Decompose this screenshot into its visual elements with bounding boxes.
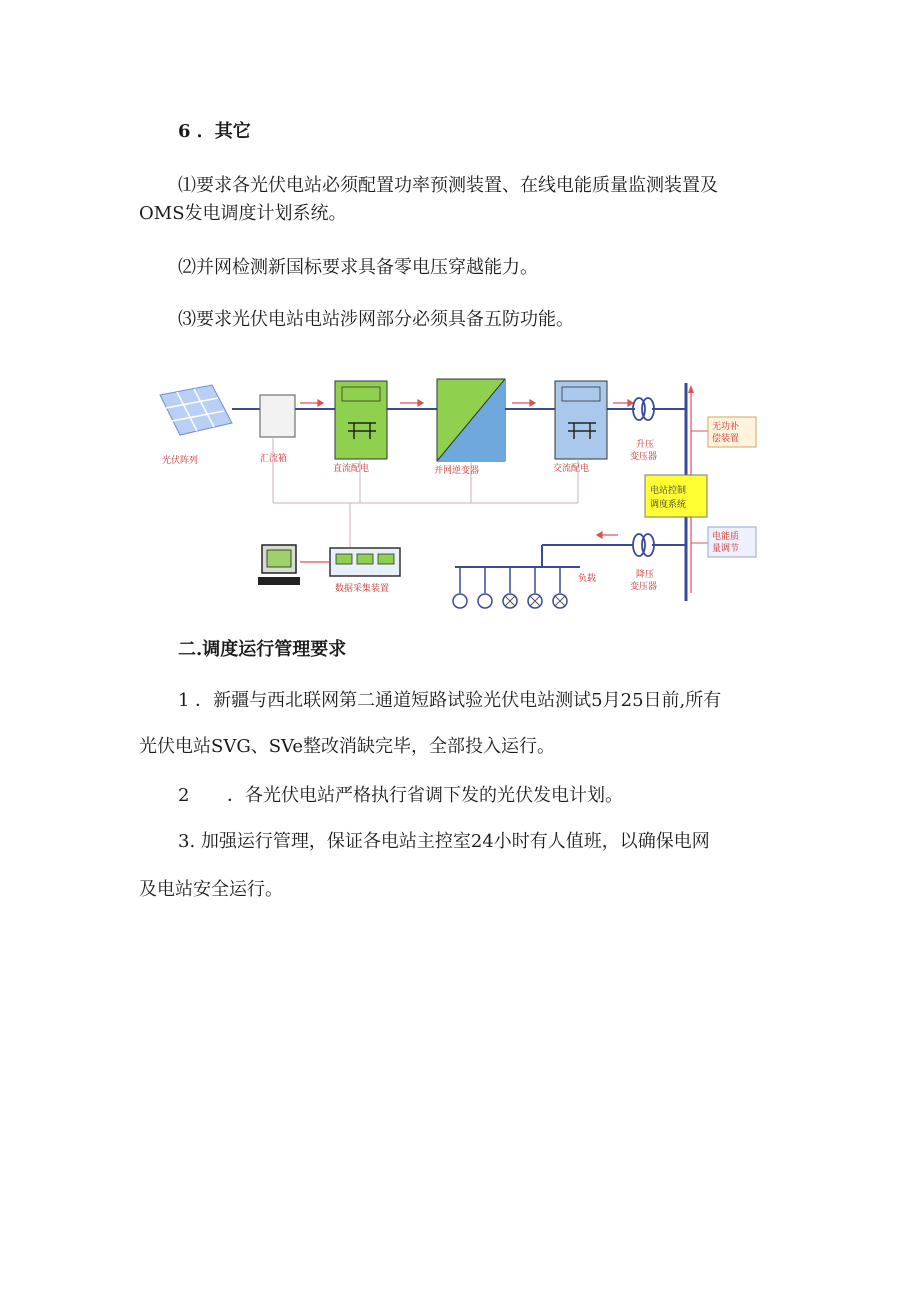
label-step-up: 升压	[636, 440, 655, 450]
label-step-up-2: 变压器	[630, 452, 658, 462]
label-combiner: 汇流箱	[260, 454, 288, 464]
section2-heading: 二.调度运行管理要求	[178, 639, 347, 660]
section2-item2-number: 2	[178, 785, 190, 806]
section6-item3: ⑶要求光伏电站电站涉网部分必须具备五防功能。	[178, 309, 574, 330]
label-quality-2: 量调节	[712, 544, 740, 554]
section2-item1-line2: 光伏电站SVG、SVe整改消缺完毕，全部投入运行。	[139, 736, 556, 757]
label-quality-1: 电能质	[712, 532, 740, 542]
label-inverter: 并网逆变器	[434, 466, 480, 476]
section6-item2: ⑵并网检测新国标要求具备零电压穿越能力。	[178, 257, 538, 278]
label-load: 负载	[578, 574, 597, 584]
inverter-icon	[437, 379, 505, 461]
ac-distribution-cabinet	[555, 381, 607, 459]
control-system-box	[645, 475, 707, 517]
section6-item1-line2: OMS发电调度计划系统。	[139, 203, 347, 224]
label-pv-array: 光伏阵列	[162, 456, 199, 466]
label-reactive-1: 无功补	[712, 422, 740, 432]
section2-item2-text: ．各光伏电站严格执行省调下发的光伏发电计划。	[227, 785, 623, 806]
label-ac-distribution: 交流配电	[553, 464, 590, 474]
section6-item1-line1: ⑴要求各光伏电站必须配置功率预测装置、在线电能质量监测装置及	[178, 175, 718, 196]
pv-system-diagram	[150, 373, 790, 618]
section6-heading: 6 ．其它	[178, 121, 251, 142]
combiner-box	[260, 395, 295, 437]
section2-item3-line1: 3. 加强运行管理，保证各电站主控室24小时有人值班，以确保电网	[178, 831, 710, 852]
computer-icon	[258, 545, 300, 585]
label-step-down: 降压	[636, 570, 655, 580]
label-control-1: 电站控制	[650, 486, 687, 496]
label-data-acquisition: 数据采集装置	[335, 584, 390, 594]
label-control-2: 调度系统	[650, 500, 687, 510]
section2-item1-line1: 1 ．新疆与西北联网第二通道短路试验光伏电站测试5月25日前,所有	[178, 690, 722, 711]
label-step-down-2: 变压器	[630, 582, 658, 592]
label-reactive-2: 偿装置	[712, 434, 740, 444]
label-dc-distribution: 直流配电	[333, 464, 370, 474]
section2-item3-line2: 及电站安全运行。	[139, 879, 283, 900]
dc-distribution-cabinet	[335, 381, 387, 459]
